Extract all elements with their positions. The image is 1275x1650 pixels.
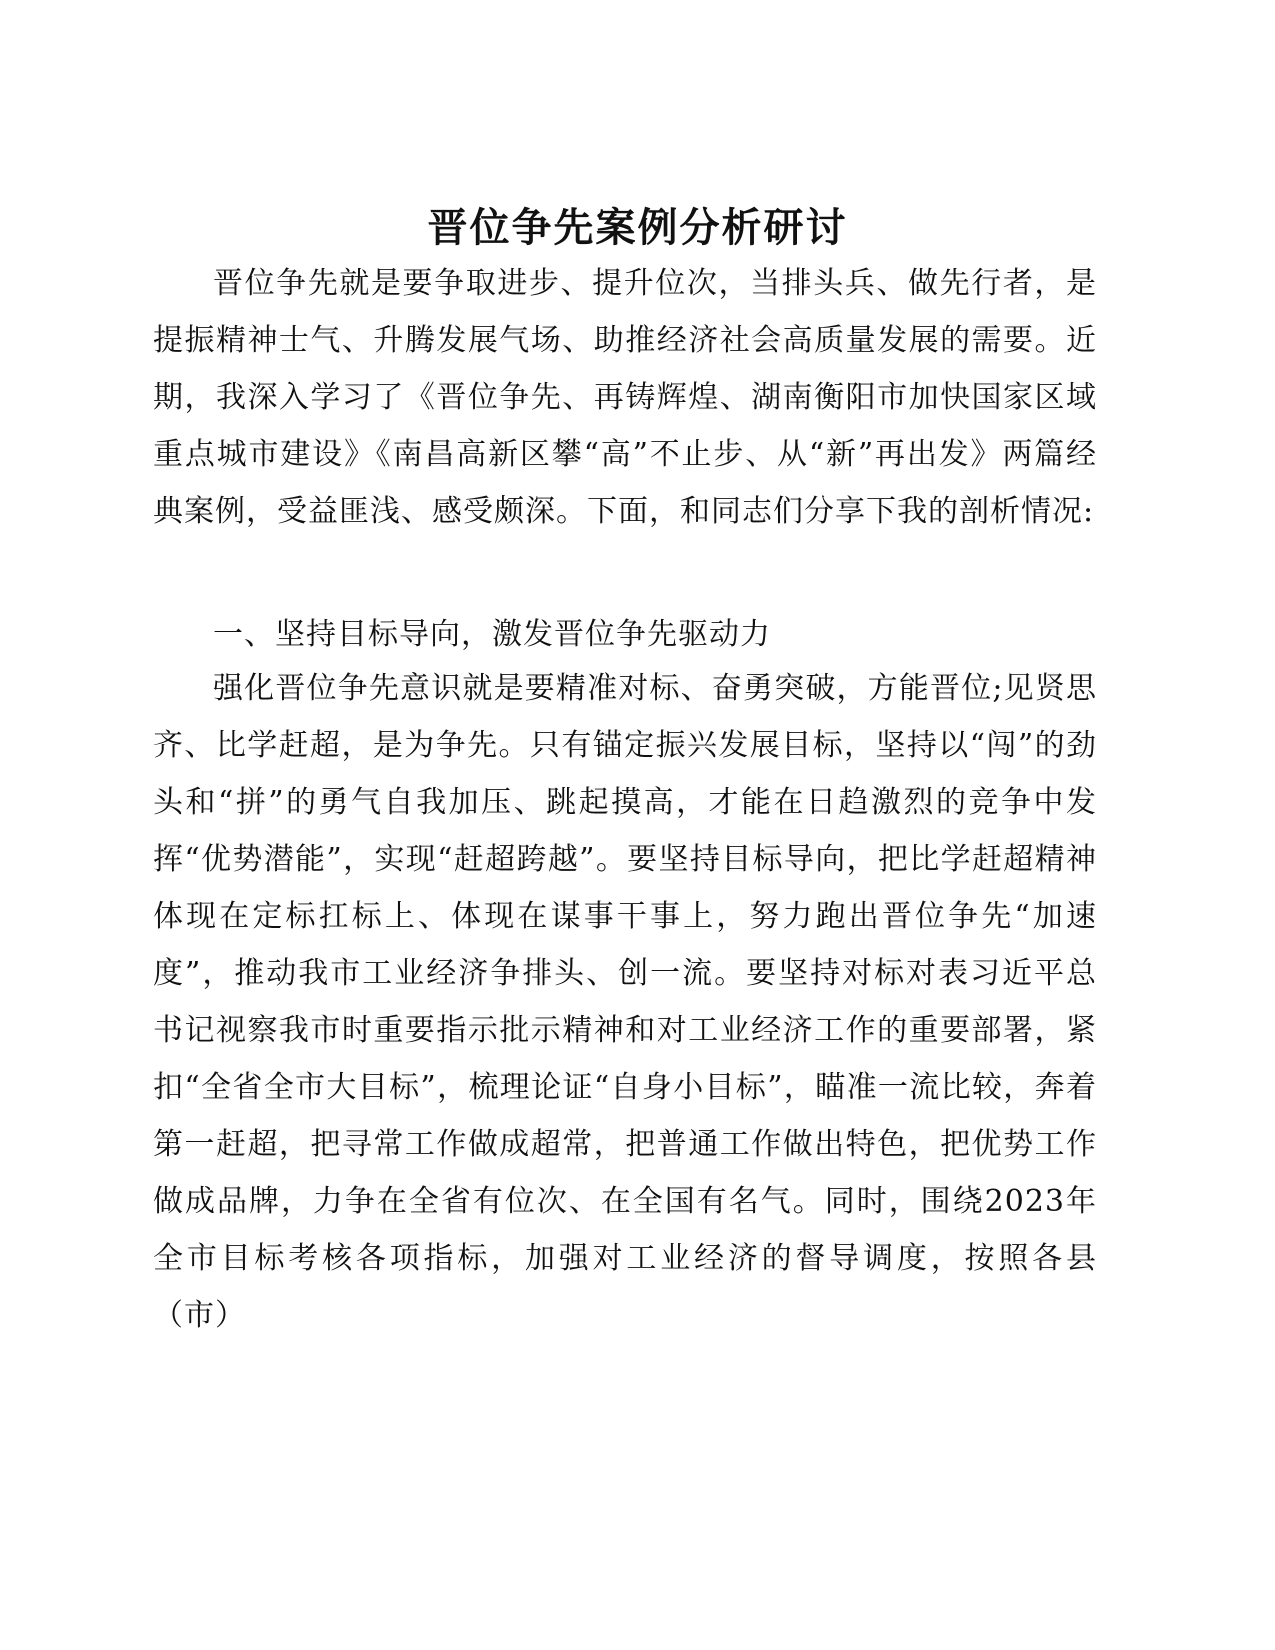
document-title: 晋位争先案例分析研讨 bbox=[427, 204, 848, 251]
section-heading: 一、坚持目标导向，激发晋位争先驱动力 bbox=[213, 617, 771, 652]
intro-paragraph-block bbox=[153, 255, 1097, 540]
section-heading-block bbox=[153, 606, 1097, 663]
section-body-block bbox=[153, 660, 1097, 1344]
intro-paragraph: 晋位争先就是要争取进步、提升位次，当排头兵、做先行者，是提振精神士气、升腾发展气场、助推经济社会高质量发展的需要。近期，我深入学习了《晋位争先、再铸辉煌、湖南衡阳市加快国家区域重点城市建设》《南昌高新区攀“高”不止步、从“新”再出发》两篇经典案例，受益匪浅、感受颇深。下面，和同志们分享下我的剖析情况: bbox=[153, 266, 1097, 529]
section-body-paragraph: 强化晋位争先意识就是要精准对标、奋勇突破，方能晋位;见贤思齐、比学赶超，是为争先。只有锚定振兴发展目标，坚持以“闯”的劲头和“拼”的勇气自我加压、跳起摸高，才能在日趋激烈的竞争中发挥“优势潜能”，实现“赶超跨越”。要坚持目标导向，把比学赶超精神体现在定标扛标上、体现在谋事干事上，努力跑出晋位争先“加速度”，推动我市工业经济争排头、创一流。要坚持对标对表习近平总书记视察我市时重要指示批示精神和对工业经济工作的重要部署，紧扣“全省全市大目标”，梳理论证“自身小目标”，瞄准一流比较，奔着第一赶超，把寻常工作做成超常，把普通工作做出特色，把优势工作做成品牌，力争在全省有位次、在全国有名气。同时，围绕2023年全市目标考核各项指标，加强对工业经济的督导调度，按照各县（市） bbox=[153, 671, 1097, 1333]
